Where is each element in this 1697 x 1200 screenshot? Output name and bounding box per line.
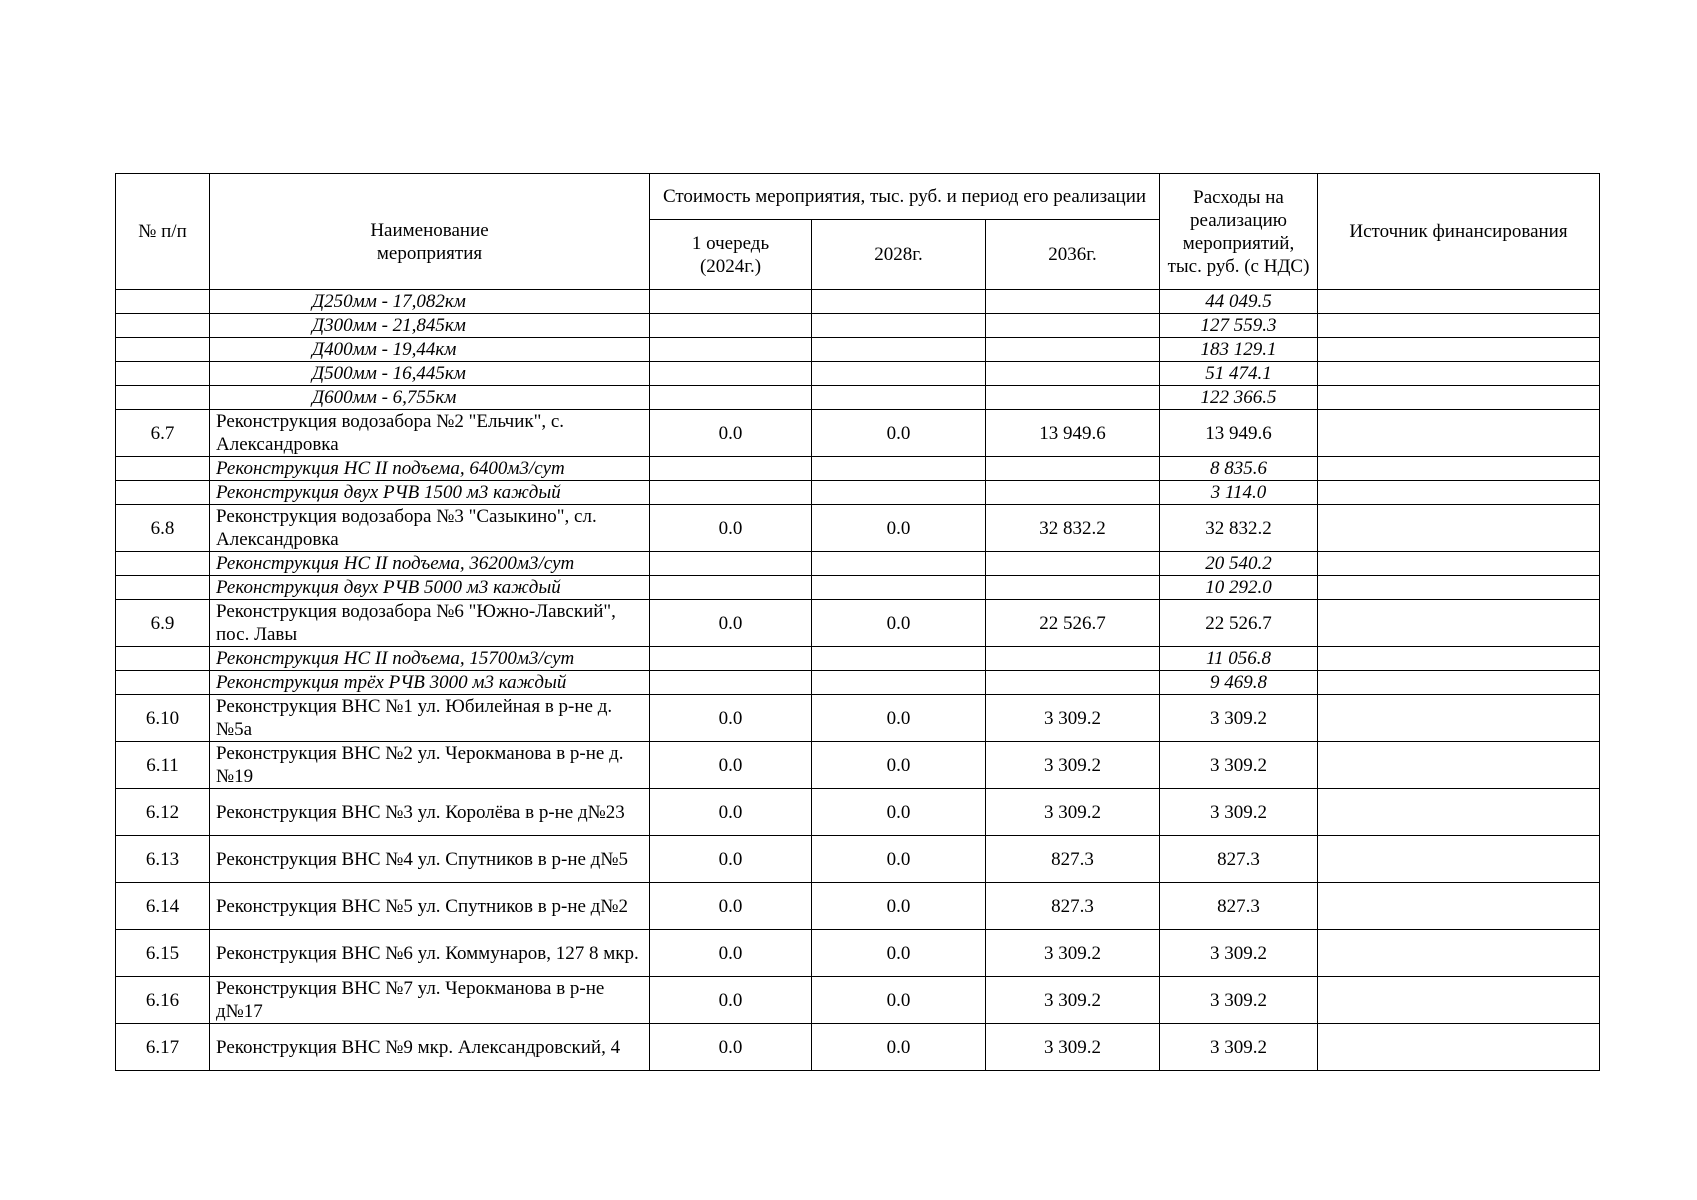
row-source bbox=[1318, 576, 1600, 600]
row-2028 bbox=[812, 386, 986, 410]
row-phase1 bbox=[650, 457, 812, 481]
row-2028: 0.0 bbox=[812, 695, 986, 742]
row-source bbox=[1318, 338, 1600, 362]
row-total: 127 559.3 bbox=[1160, 314, 1318, 338]
row-total: 3 309.2 bbox=[1160, 742, 1318, 789]
row-source bbox=[1318, 386, 1600, 410]
row-num bbox=[116, 338, 210, 362]
row-2036 bbox=[986, 647, 1160, 671]
col-num-header: № п/п bbox=[116, 174, 210, 290]
row-num bbox=[116, 576, 210, 600]
row-total: 10 292.0 bbox=[1160, 576, 1318, 600]
row-2028 bbox=[812, 647, 986, 671]
row-2028 bbox=[812, 671, 986, 695]
row-2036 bbox=[986, 576, 1160, 600]
row-source bbox=[1318, 314, 1600, 338]
col-2028-header: 2028г. bbox=[812, 220, 986, 290]
row-total: 827.3 bbox=[1160, 883, 1318, 930]
row-phase1: 0.0 bbox=[650, 742, 812, 789]
row-source bbox=[1318, 883, 1600, 930]
table-row bbox=[116, 505, 1600, 552]
measures-table bbox=[115, 173, 1600, 1071]
col-name-header: Наименование мероприятия bbox=[210, 174, 650, 290]
col-expenses-header: Расходы на реализацию мероприятий, тыс. руб. (с НДС) bbox=[1160, 174, 1318, 290]
row-2028: 0.0 bbox=[812, 1024, 986, 1071]
row-name: Реконструкция ВНС №5 ул. Спутников в р-не д№2 bbox=[210, 883, 650, 930]
row-2028 bbox=[812, 290, 986, 314]
row-phase1: 0.0 bbox=[650, 600, 812, 647]
table-row bbox=[116, 930, 1600, 977]
row-source bbox=[1318, 410, 1600, 457]
row-source bbox=[1318, 505, 1600, 552]
table-row bbox=[116, 314, 1600, 338]
row-total: 44 049.5 bbox=[1160, 290, 1318, 314]
table-row bbox=[116, 576, 1600, 600]
row-2036 bbox=[986, 362, 1160, 386]
row-total: 3 309.2 bbox=[1160, 695, 1318, 742]
table-row bbox=[116, 742, 1600, 789]
row-total: 3 309.2 bbox=[1160, 1024, 1318, 1071]
row-2036: 3 309.2 bbox=[986, 789, 1160, 836]
table-row bbox=[116, 836, 1600, 883]
row-2028 bbox=[812, 481, 986, 505]
col-phase1-header: 1 очередь (2024г.) bbox=[650, 220, 812, 290]
row-phase1: 0.0 bbox=[650, 410, 812, 457]
row-name: Реконструкция ВНС №1 ул. Юбилейная в р-не д.№5а bbox=[210, 695, 650, 742]
row-num: 6.14 bbox=[116, 883, 210, 930]
row-2028: 0.0 bbox=[812, 600, 986, 647]
row-name: Реконструкция водозабора №3 "Сазыкино", сл. Александровка bbox=[210, 505, 650, 552]
row-phase1: 0.0 bbox=[650, 695, 812, 742]
row-2028 bbox=[812, 338, 986, 362]
row-2028: 0.0 bbox=[812, 742, 986, 789]
table-row bbox=[116, 386, 1600, 410]
row-name: Реконструкция ВНС №3 ул. Королёва в р-не д№23 bbox=[210, 789, 650, 836]
row-source bbox=[1318, 1024, 1600, 1071]
row-source bbox=[1318, 977, 1600, 1024]
table-row bbox=[116, 600, 1600, 647]
col-2036-header: 2036г. bbox=[986, 220, 1160, 290]
row-2036 bbox=[986, 671, 1160, 695]
row-2036 bbox=[986, 338, 1160, 362]
row-num bbox=[116, 290, 210, 314]
row-source bbox=[1318, 671, 1600, 695]
row-2036: 13 949.6 bbox=[986, 410, 1160, 457]
row-name: Д250мм - 17,082км bbox=[210, 290, 650, 314]
row-2028: 0.0 bbox=[812, 977, 986, 1024]
row-source bbox=[1318, 362, 1600, 386]
row-2028 bbox=[812, 362, 986, 386]
table-row bbox=[116, 1024, 1600, 1071]
row-total: 183 129.1 bbox=[1160, 338, 1318, 362]
row-name: Д500мм - 16,445км bbox=[210, 362, 650, 386]
row-2036: 3 309.2 bbox=[986, 930, 1160, 977]
row-phase1 bbox=[650, 338, 812, 362]
row-num bbox=[116, 457, 210, 481]
row-phase1 bbox=[650, 552, 812, 576]
header-row-1 bbox=[116, 174, 1600, 220]
row-num: 6.17 bbox=[116, 1024, 210, 1071]
row-name: Реконструкция ВНС №9 мкр. Александровский, 4 bbox=[210, 1024, 650, 1071]
row-2028 bbox=[812, 576, 986, 600]
row-2036: 3 309.2 bbox=[986, 1024, 1160, 1071]
table-row bbox=[116, 410, 1600, 457]
row-total: 8 835.6 bbox=[1160, 457, 1318, 481]
row-source bbox=[1318, 290, 1600, 314]
row-2028 bbox=[812, 457, 986, 481]
row-source bbox=[1318, 552, 1600, 576]
row-2036 bbox=[986, 290, 1160, 314]
row-total: 3 309.2 bbox=[1160, 977, 1318, 1024]
table-row bbox=[116, 671, 1600, 695]
row-phase1: 0.0 bbox=[650, 883, 812, 930]
row-2036 bbox=[986, 386, 1160, 410]
row-name: Реконструкция НС II подъема, 15700м3/сут bbox=[210, 647, 650, 671]
row-phase1 bbox=[650, 314, 812, 338]
row-name: Реконструкция водозабора №2 "Ельчик", с. Александровка bbox=[210, 410, 650, 457]
row-source bbox=[1318, 742, 1600, 789]
row-2036: 22 526.7 bbox=[986, 600, 1160, 647]
row-name: Д300мм - 21,845км bbox=[210, 314, 650, 338]
table-row bbox=[116, 362, 1600, 386]
row-total: 11 056.8 bbox=[1160, 647, 1318, 671]
row-source bbox=[1318, 457, 1600, 481]
row-source bbox=[1318, 481, 1600, 505]
row-name: Реконструкция НС II подъема, 36200м3/сут bbox=[210, 552, 650, 576]
row-2028: 0.0 bbox=[812, 930, 986, 977]
row-2036 bbox=[986, 481, 1160, 505]
row-name: Реконструкция НС II подъема, 6400м3/сут bbox=[210, 457, 650, 481]
row-total: 827.3 bbox=[1160, 836, 1318, 883]
row-num: 6.7 bbox=[116, 410, 210, 457]
row-2036: 827.3 bbox=[986, 836, 1160, 883]
row-phase1: 0.0 bbox=[650, 1024, 812, 1071]
row-source bbox=[1318, 789, 1600, 836]
row-num bbox=[116, 362, 210, 386]
table-row bbox=[116, 338, 1600, 362]
table-row bbox=[116, 290, 1600, 314]
row-source bbox=[1318, 930, 1600, 977]
row-phase1 bbox=[650, 576, 812, 600]
table-row bbox=[116, 647, 1600, 671]
row-phase1: 0.0 bbox=[650, 789, 812, 836]
row-total: 51 474.1 bbox=[1160, 362, 1318, 386]
row-2036: 3 309.2 bbox=[986, 742, 1160, 789]
row-source bbox=[1318, 695, 1600, 742]
row-2028: 0.0 bbox=[812, 883, 986, 930]
table-row bbox=[116, 789, 1600, 836]
row-num: 6.11 bbox=[116, 742, 210, 789]
row-2036 bbox=[986, 552, 1160, 576]
row-2036: 827.3 bbox=[986, 883, 1160, 930]
row-2036: 32 832.2 bbox=[986, 505, 1160, 552]
row-source bbox=[1318, 600, 1600, 647]
row-num bbox=[116, 647, 210, 671]
row-num bbox=[116, 481, 210, 505]
row-phase1 bbox=[650, 290, 812, 314]
row-name: Реконструкция двух РЧВ 5000 м3 каждый bbox=[210, 576, 650, 600]
row-2036: 3 309.2 bbox=[986, 695, 1160, 742]
row-total: 32 832.2 bbox=[1160, 505, 1318, 552]
row-total: 3 309.2 bbox=[1160, 930, 1318, 977]
row-2028 bbox=[812, 314, 986, 338]
table-row bbox=[116, 883, 1600, 930]
row-phase1: 0.0 bbox=[650, 836, 812, 883]
row-phase1 bbox=[650, 671, 812, 695]
col-cost-header: Стоимость мероприятия, тыс. руб. и период его реализации bbox=[650, 174, 1160, 220]
table-row bbox=[116, 695, 1600, 742]
row-phase1: 0.0 bbox=[650, 505, 812, 552]
table-row bbox=[116, 457, 1600, 481]
row-phase1 bbox=[650, 481, 812, 505]
row-total: 13 949.6 bbox=[1160, 410, 1318, 457]
row-source bbox=[1318, 647, 1600, 671]
row-total: 9 469.8 bbox=[1160, 671, 1318, 695]
row-total: 3 309.2 bbox=[1160, 789, 1318, 836]
row-name: Реконструкция ВНС №2 ул. Черокманова в р-не д.№19 bbox=[210, 742, 650, 789]
row-name: Д400мм - 19,44км bbox=[210, 338, 650, 362]
table-row bbox=[116, 481, 1600, 505]
table-row bbox=[116, 552, 1600, 576]
row-num: 6.12 bbox=[116, 789, 210, 836]
row-name: Реконструкция двух РЧВ 1500 м3 каждый bbox=[210, 481, 650, 505]
row-2028: 0.0 bbox=[812, 505, 986, 552]
row-num bbox=[116, 386, 210, 410]
row-name: Реконструкция ВНС №6 ул. Коммунаров, 127 8 мкр. bbox=[210, 930, 650, 977]
col-source-header: Источник финансирования bbox=[1318, 174, 1600, 290]
row-total: 22 526.7 bbox=[1160, 600, 1318, 647]
row-2036: 3 309.2 bbox=[986, 977, 1160, 1024]
row-phase1 bbox=[650, 386, 812, 410]
row-name: Реконструкция ВНС №7 ул. Черокманова в р-не д№17 bbox=[210, 977, 650, 1024]
row-phase1 bbox=[650, 362, 812, 386]
row-num bbox=[116, 671, 210, 695]
row-num bbox=[116, 552, 210, 576]
row-2028: 0.0 bbox=[812, 836, 986, 883]
row-num: 6.8 bbox=[116, 505, 210, 552]
row-num: 6.9 bbox=[116, 600, 210, 647]
row-name: Реконструкция водозабора №6 "Южно-Лавский", пос. Лавы bbox=[210, 600, 650, 647]
table-row bbox=[116, 977, 1600, 1024]
row-num: 6.16 bbox=[116, 977, 210, 1024]
row-total: 122 366.5 bbox=[1160, 386, 1318, 410]
row-2028: 0.0 bbox=[812, 410, 986, 457]
row-phase1: 0.0 bbox=[650, 977, 812, 1024]
row-name: Д600мм - 6,755км bbox=[210, 386, 650, 410]
row-2036 bbox=[986, 457, 1160, 481]
row-num: 6.10 bbox=[116, 695, 210, 742]
row-2028 bbox=[812, 552, 986, 576]
row-num: 6.15 bbox=[116, 930, 210, 977]
row-num bbox=[116, 314, 210, 338]
row-total: 20 540.2 bbox=[1160, 552, 1318, 576]
row-phase1 bbox=[650, 647, 812, 671]
row-source bbox=[1318, 836, 1600, 883]
row-phase1: 0.0 bbox=[650, 930, 812, 977]
row-2028: 0.0 bbox=[812, 789, 986, 836]
row-total: 3 114.0 bbox=[1160, 481, 1318, 505]
row-name: Реконструкция трёх РЧВ 3000 м3 каждый bbox=[210, 671, 650, 695]
row-num: 6.13 bbox=[116, 836, 210, 883]
row-2036 bbox=[986, 314, 1160, 338]
row-name: Реконструкция ВНС №4 ул. Спутников в р-не д№5 bbox=[210, 836, 650, 883]
